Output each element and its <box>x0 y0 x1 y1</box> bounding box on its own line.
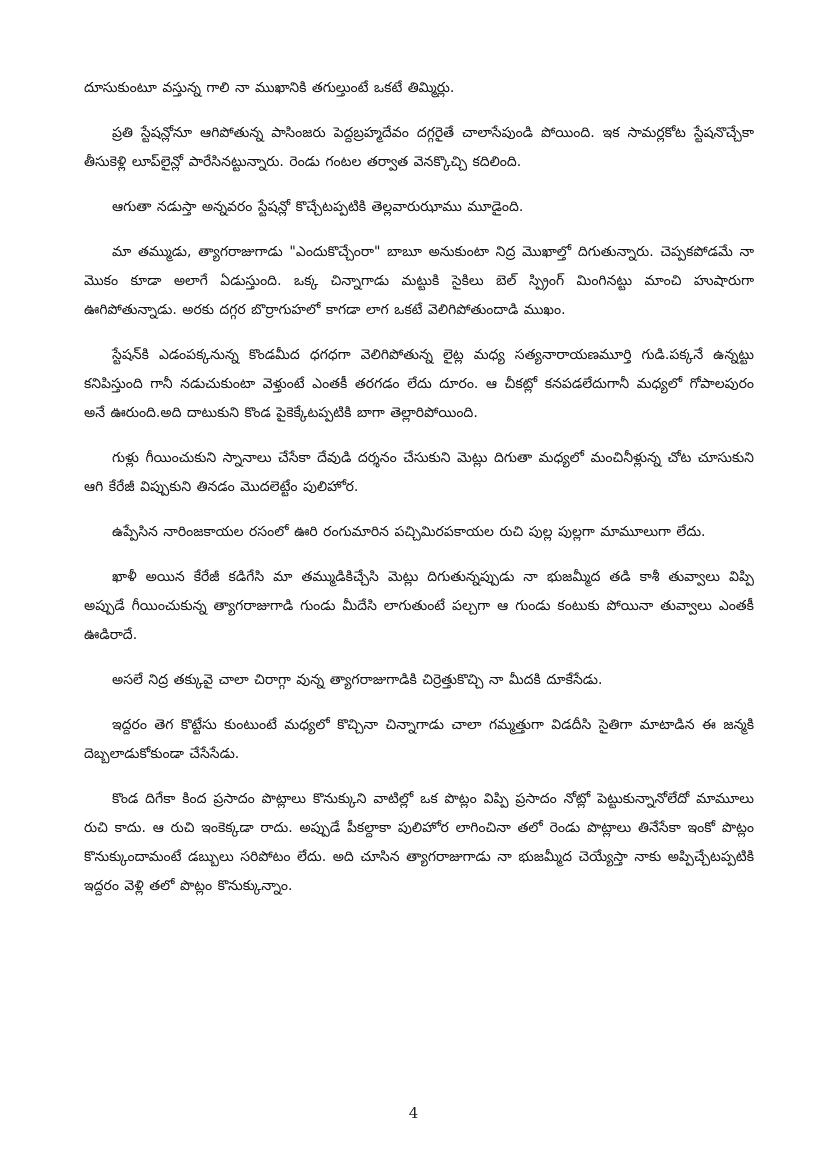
paragraph: మా తమ్ముడు, త్యాగరాజుగాడు "ఎందుకొచ్చేంరా" బాబూ అనుకుంటా నిద్ర మొఖాల్తో దిగుతున్నారు. చెప్పకపోడమే నా మొకం కూడా అలాగే ఏడుస్తుంది. ఒక్క చిన్నాగాడు మట్టుకి సైకిలు బెల్ స్ప్రింగ్ మింగినట్టు మాంచి హుషారుగా ఊగిపోతున్నాడు. అరకు దగ్గర బొర్రాగుహలో కాగడా లాగ ఒకటే వెలిగిపోతుందాడి ముఖం. <box>84 244 754 318</box>
paragraph: గుళ్లు గీయించుకుని స్నానాలు చేసేకా దేవుడి దర్శనం చేసుకుని మెట్లు దిగుతా మధ్యలో మంచినీళ్లున్న చోట చూసుకుని ఆగి కేరేజీ విప్పుకుని తినడం మొదలెట్టేం పులిహోర. <box>84 450 754 495</box>
body-text <box>84 74 754 917</box>
paragraph: ఉప్పేసిన నారింజకాయల రసంలో ఊరి రంగుమారిన పచ్చిమిరపకాయల రుచి పుల్ల పుల్లగా మామూలుగా లేదు. <box>112 524 706 540</box>
paragraph: ప్రతి స్టేషన్లోనూ ఆగిపోతున్న పాసింజరు పెద్దబ్రహ్మదేవం దగ్గరైతే చాలాసేపుండి పోయింది. ఇక సామర్లకోట స్టేషనొచ్చేకా తీసుకెళ్లి లూప్‌లైన్లో పారేసినట్టున్నారు. రెండు గంటల తర్వాత వెనక్కొచ్చి కదిలింది. <box>84 125 754 170</box>
paragraph: స్టేషన్‌కి ఎడంపక్కనున్న కొండమీద ధగధగా వెలిగిపోతున్న లైట్ల మధ్య సత్యనారాయణమూర్తి గుడి.పక్కనే ఉన్నట్టు కనిపిస్తుంది గానీ నడుచుకుంటా వెళ్తుంటే ఎంతకీ తరగడం లేదు దూరం. ఆ చీకట్లో కనపడలేదుగానీ మధ్యలో గోపాలపురం అనే ఊరుంది.అది దాటుకుని కొండ పైకెక్కేటప్పటికి బాగా తెల్లారిపోయింది. <box>84 347 754 421</box>
paragraph: ఆగుతా నడుస్తా అన్నవరం స్టేషన్లో కొచ్చేటప్పటికి తెల్లవారుఝాము మూడైంది. <box>112 199 524 215</box>
paragraph: అసలే నిద్ర తక్కువై చాలా చిరాగ్గా వున్న త్యాగరాజుగాడికి చిర్రెత్తుకొచ్చి నా మీదకి దూకేసేడు. <box>112 672 603 688</box>
paragraph: కొండ దిగేకా కింద ప్రసాదం పొట్లాలు కొనుక్కుని వాటిల్లో ఒక పొట్లం విప్పి ప్రసాదం నోట్లో పెట్టుకున్నానోలేదో మామూలు రుచి కాదు. ఆ రుచి ఇంకెక్కడా రాదు. అప్పుడే పీకల్దాకా పులిహోర లాగించినా తలో రెండు పొట్లాలు తినేసేకా ఇంకో పొట్లం కొనుక్కుందామంటే డబ్బులు సరిపోటం లేదు. అది చూసిన త్యాగరాజుగాడు నా భుజమ్మీద చెయ్యేస్తా నాకు అప్పిచ్చేటప్పటికి ఇద్దరం వెళ్లి తలో పొట్లం కొనుక్కున్నాం. <box>84 791 754 894</box>
paragraph: దూసుకుంటూ వస్తున్న గాలి నా ముఖానికి తగుల్తుంటే ఒకటే తిమ్మిర్లు. <box>84 80 455 96</box>
paragraph: ఇద్దరం తెగ కొట్టేసు కుంటుంటే మధ్యలో కొచ్చినా చిన్నాగాడు చాలా గమ్మత్తుగా విడదీసి సైతిగా మాటాడిన ఈ జన్మకి దెబ్బలాడుకోకుండా చేసేసేడు. <box>84 717 754 762</box>
paragraph: ఖాళీ అయిన కేరేజీ కడిగేసి మా తమ్ముడికిచ్చేసి మెట్లు దిగుతున్నప్పుడు నా భుజమ్మీద తడి కాశీ తువ్వాలు విప్పి అప్పుడే గీయించుకున్న త్యాగరాజుగాడి గుండు మీదేసి లాగుతుంటే పల్చగా ఆ గుండు కంటుకు పోయినా తువ్వాలు ఎంతకీ ఊడిరాదే. <box>84 569 754 643</box>
page-number: 4 <box>408 1104 419 1122</box>
